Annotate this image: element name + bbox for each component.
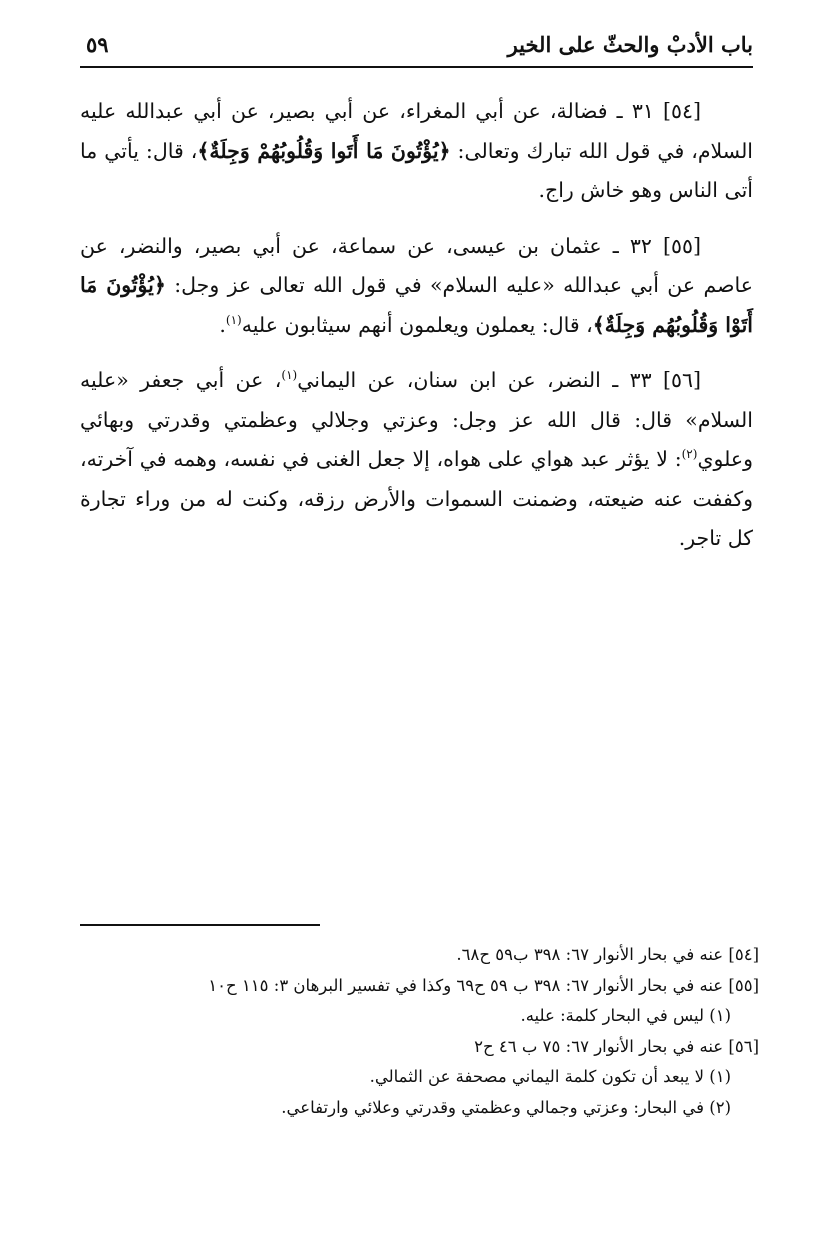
quran-verse: ﴿يُؤْتُونَ مَا أَتَوا وَقُلُوبُهُمْ وَجِلَةٌ﴾ [197, 138, 451, 163]
page-header [80, 30, 753, 68]
footnote-note: (١) لا يبعد أن تكون كلمة اليماني مصحفة عن الثمالي. [369, 1067, 731, 1086]
running-title: باب الأدبْ والحثّ على الخير [507, 32, 753, 57]
hadith-56-text-1: [٥٦] ٣٣ ـ النضر، عن ابن سنان، عن اليماني [297, 368, 701, 392]
hadith-56-text-3: : لا يؤثر عبد هواي على هواه، إلا جعل الغنى في نفسه، وهمه في آخرته، وكففت عنه ضيعته، وضمنت السموات والأرض رزقه، وكنت له من وراء تجارة كل تاجر. [80, 447, 753, 550]
hadith-55 [80, 227, 753, 346]
hadith-54-text-1: [٥٤] ٣١ ـ فضالة، عن أبي المغراء، عن أبي بصير، عن أبي عبدالله عليه السلام، في قول الله تبارك وتعالى: [80, 99, 754, 163]
footnotes [80, 940, 759, 1123]
hadith-54-text-2: ، قال: يأتي ما أتى الناس وهو خاش راج. [80, 138, 753, 202]
hadith-55-text-1: [٥٥] ٣٢ ـ عثمان بن عيسى، عن سماعة، عن أبي بصير، والنضر، عن عاصم عن أبي عبدالله «عليه السلام» في قول الله تعالى عز وجل: [80, 233, 753, 297]
quran-verse: ﴿يُؤْتُونَ مَا أَتَوْا وَقُلُوبُهُم وَجِلَةٌ﴾ [80, 273, 753, 337]
book-page [80, 0, 759, 1254]
footnote-separator [80, 924, 320, 926]
footnote-source-54: [٥٤] عنه في بحار الأنوار ٦٧: ٣٩٨ ب٥٩ ح٦٨. [456, 945, 759, 964]
footnote-marker: (١) [281, 368, 298, 383]
footnote-note: (١) ليس في البحار كلمة: عليه. [520, 1006, 731, 1025]
hadith-54 [80, 92, 753, 211]
hadith-56-text-2: ، عن أبي جعفر «عليه السلام» قال: قال الله عز وجل: وعزتي وجلالي وعظمتي وقدرتي وبهائي وعلوي [80, 368, 753, 471]
main-text [80, 92, 753, 575]
hadith-55-text-3: . [219, 312, 226, 337]
hadith-55-text-2: ، قال: يعملون ويعلمون أنهم سيثابون عليه [241, 312, 593, 337]
footnote-source-56: [٥٦] عنه في بحار الأنوار ٦٧: ٧٥ ب ٤٦ ح٢ [474, 1036, 759, 1056]
footnote-marker: (١) [225, 312, 242, 327]
hadith-56 [80, 361, 753, 559]
footnote-marker: (٢) [681, 447, 698, 462]
footnote-source-55: [٥٥] عنه في بحار الأنوار ٦٧: ٣٩٨ ب ٥٩ ح٦٩ وكذا في تفسير البرهان ٣: ١١٥ ح١٠ [208, 975, 759, 995]
page-number: ٥٩ [86, 32, 109, 57]
footnote-note: (٢) في البحار: وعزتي وجمالي وعظمتي وقدرتي وعلائي وارتفاعي. [281, 1097, 731, 1117]
